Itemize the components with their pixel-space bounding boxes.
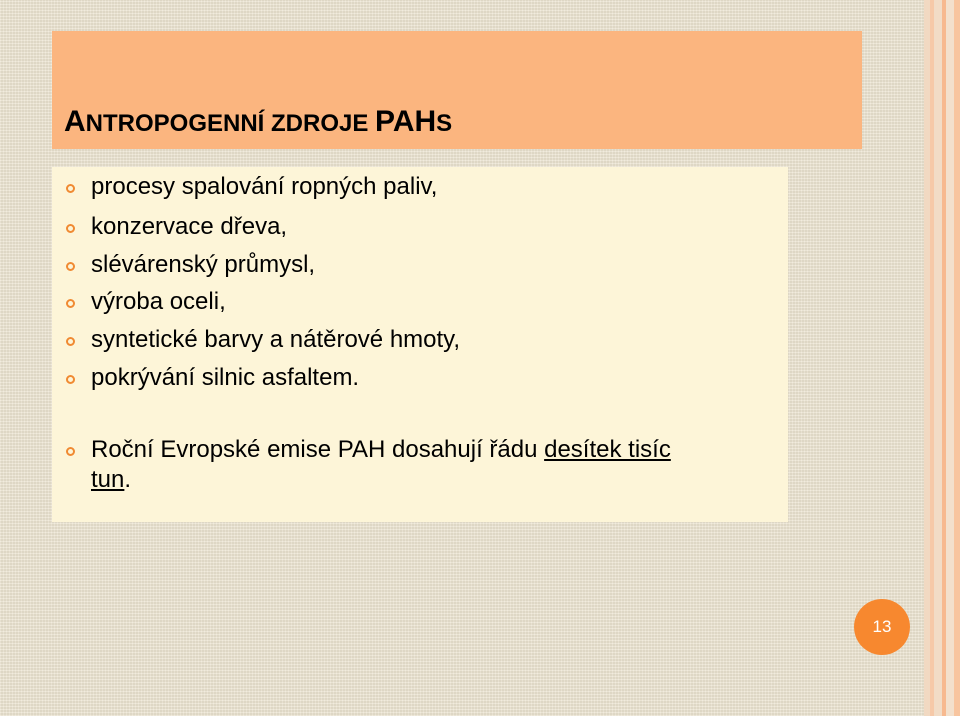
emission-note-highlight: desítek tisíc: [544, 436, 671, 463]
bullet-icon: [66, 299, 75, 308]
list-item-text: syntetické barvy a nátěrové hmoty,: [91, 326, 461, 353]
page-number-badge: [854, 599, 910, 655]
list-item-text: pokrývání silnic asfaltem.: [91, 364, 360, 391]
bullet-icon: [66, 224, 75, 233]
bullet-icon: [66, 375, 75, 384]
list-item-text: konzervace dřeva,: [91, 213, 288, 240]
list-item-text: slévárenský průmysl,: [91, 251, 316, 278]
content-box: [52, 167, 788, 522]
title-part-pah: PAH: [375, 105, 437, 138]
page-number: 13: [872, 617, 892, 636]
emission-note-prefix: Roční Evropské emise PAH dosahují řádu: [91, 436, 545, 463]
title-part-a: A: [64, 105, 86, 138]
title-part-s: S: [436, 110, 453, 137]
emission-note-suffix: .: [124, 466, 132, 493]
emission-note-highlight-unit: tun: [91, 466, 125, 493]
list-item-text: výroba oceli,: [91, 288, 226, 315]
bullet-icon: [66, 262, 75, 271]
list-item-text: procesy spalování ropných paliv,: [91, 173, 438, 200]
slide-title: [64, 104, 452, 142]
bullet-icon: [66, 337, 75, 346]
emission-note: [91, 435, 781, 495]
decorative-stripes: [924, 0, 960, 716]
bullet-icon: [66, 447, 75, 456]
bullet-icon: [66, 184, 75, 193]
title-part-ntropogenni: NTROPOGENNÍ ZDROJE: [85, 110, 376, 137]
